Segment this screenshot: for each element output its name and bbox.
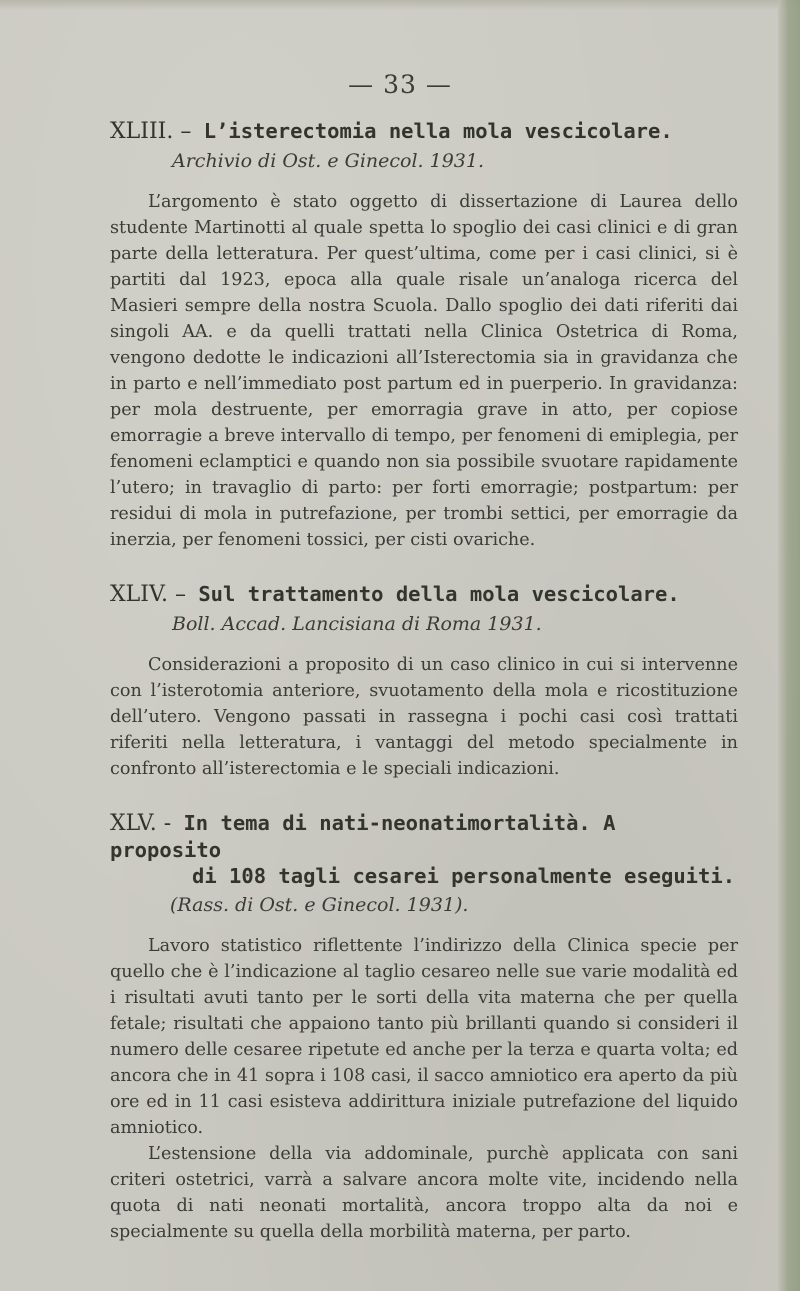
section-number: XLIV. – <box>110 582 186 607</box>
section-heading <box>110 810 738 863</box>
page-top-edge <box>0 0 800 10</box>
section-heading <box>110 118 738 145</box>
page-number: — 33 — <box>348 70 452 99</box>
section-number: XLIII. – <box>110 119 192 144</box>
section-45 <box>110 810 738 1245</box>
section-title: In tema di nati-neonatimortalità. A proposito <box>110 811 616 862</box>
section-paragraph: L’argomento è stato oggetto di dissertazione di Laurea dello studente Martinotti al quale spetta lo spoglio dei casi clinici e di gran parte della letteratura. Per quest’ultima, come per i casi clinici, si è partiti dal 1923, epoca alla quale risale un’analoga ricerca del Masieri sempre della nostra Scuola. Dallo spoglio dei dati riferiti dai singoli AA. e da quelli trattati nella Clinica Ostetrica di Roma, vengono dedotte le indicazioni all’Isterectomia sia in gravidanza che in parto e nell’immediato post partum ed in puerperio. In gravidanza: per mola destruente, per emorragia grave in atto, per copiose emorragie a breve intervallo di tempo, per fenomeni di emiplegia, per fenomeni eclamptici e quando non sia possibile svuotare rapidamente l’utero; in travaglio di parto: per forti emorragie; postpartum: per residui di mola in putrefazione, per trombi settici, per emorragie da inerzia, per fenomeni tossici, per cisti ovariche. <box>110 192 738 550</box>
section-number: XLV. - <box>110 811 172 836</box>
section-paragraph: Lavoro statistico riflettente l’indirizzo della Clinica specie per quello che è l’indicazione al taglio cesareo nelle sue varie modalità ed i risultati avuti tanto per le sorti della vita materna che per quella fetale; risultati che appaiono tanto più brillanti quando si consideri il numero delle cesaree ripetute ed anche per la terza e quarta volta; ed ancora che in 41 sopra i 108 casi, il sacco amniotico era aperto da più ore ed in 11 casi esisteva addirittura iniziale putrefazione del liquido amniotico. <box>110 936 738 1138</box>
section-source: Archivio di Ost. e Ginecol. 1931. <box>172 150 485 172</box>
section-title: L’isterectomia nella mola vescicolare. <box>203 119 673 143</box>
section-43 <box>110 118 738 553</box>
section-heading <box>110 581 738 608</box>
section-source: (Rass. di Ost. e Ginecol. 1931). <box>170 894 469 916</box>
section-paragraph: Considerazioni a proposito di un caso clinico in cui si intervenne con l’isterotomia anteriore, svuotamento della mola e ricostituzione dell’utero. Vengono passati in rassegna i pochi casi così trattati riferiti nella letteratura, i vantaggi del metodo specialmente in confronto all’isterectomia e le speciali indicazioni. <box>110 655 738 779</box>
section-title: Sul trattamento della mola vescicolare. <box>198 582 680 606</box>
section-title-continued: di 108 tagli cesarei personalmente eseguiti. <box>192 864 736 888</box>
section-source: Boll. Accad. Lancisiana di Roma 1931. <box>172 613 542 635</box>
page-right-edge <box>778 0 800 1291</box>
section-paragraph: L’estensione della via addominale, purchè applicata con sani criteri ostetrici, varrà a salvare ancora molte vite, incidendo nella quota di nati neonati mortalità, ancora troppo alta da noi e specialmente su quella della morbilità materna, per parto. <box>110 1144 738 1242</box>
section-44 <box>110 581 738 782</box>
page-content <box>110 118 738 1245</box>
